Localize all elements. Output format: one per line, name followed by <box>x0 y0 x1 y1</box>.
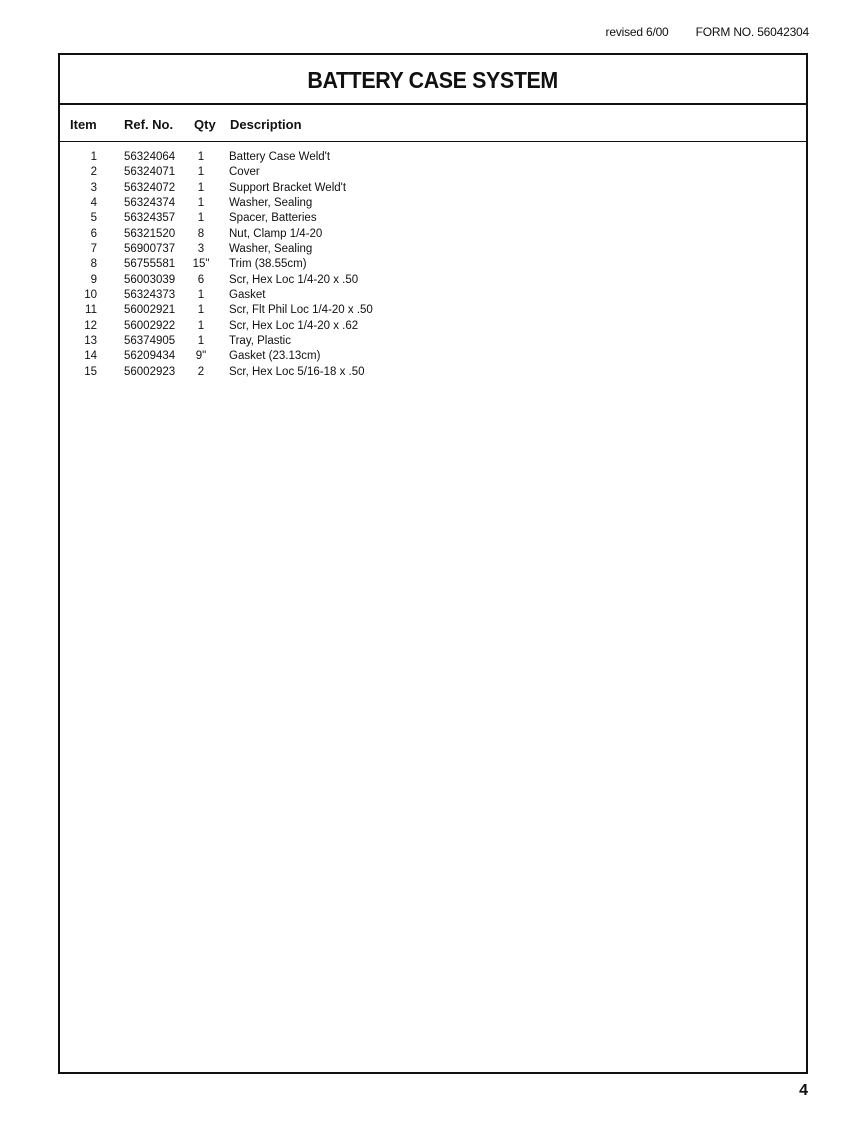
part-description: Scr, Flt Phil Loc 1/4-20 x .50 <box>229 304 373 317</box>
column-header-description: Description <box>230 117 302 132</box>
revision-date: revised 6/00 <box>605 25 669 39</box>
part-ref-number: 56324357 <box>124 212 176 225</box>
column-header-ref-no: Ref. No. <box>124 117 174 132</box>
part-description: Scr, Hex Loc 1/4-20 x .50 <box>229 273 359 286</box>
document-header-meta <box>606 25 809 39</box>
table-row <box>60 211 806 226</box>
page-title: BATTERY CASE SYSTEM <box>307 66 559 93</box>
part-item-number: 8 <box>90 258 97 271</box>
part-description: Gasket (23.13cm) <box>229 350 321 363</box>
part-ref-number: 56003039 <box>124 273 176 286</box>
part-description: Washer, Sealing <box>229 197 313 210</box>
table-row <box>60 288 806 303</box>
part-ref-number: 56209434 <box>124 350 176 363</box>
part-item-number: 13 <box>84 335 97 348</box>
part-item-number: 1 <box>90 151 97 163</box>
part-quantity: 6 <box>197 273 205 286</box>
part-description: Nut, Clamp 1/4-20 <box>229 227 323 240</box>
table-row <box>60 242 806 257</box>
form-number: FORM NO. 56042304 <box>695 25 809 39</box>
part-quantity: 8 <box>197 227 205 240</box>
parts-list <box>60 150 806 380</box>
column-header-qty: Qty <box>194 117 216 132</box>
table-row <box>60 181 806 196</box>
part-quantity: 1 <box>197 335 205 348</box>
part-description: Support Bracket Weld't <box>229 181 347 194</box>
part-description: Scr, Hex Loc 5/16-18 x .50 <box>229 365 365 378</box>
part-ref-number: 56755581 <box>124 258 176 271</box>
part-ref-number: 56324373 <box>124 289 176 302</box>
table-row <box>60 227 806 242</box>
part-ref-number: 56324072 <box>124 181 176 194</box>
part-item-number: 7 <box>90 243 97 256</box>
part-description: Trim (38.55cm) <box>229 258 307 271</box>
part-ref-number: 56374905 <box>124 335 176 348</box>
part-ref-number: 56002923 <box>124 365 176 378</box>
table-row <box>60 150 806 165</box>
part-description: Gasket <box>229 289 266 302</box>
table-row <box>60 273 806 288</box>
part-item-number: 15 <box>84 365 97 378</box>
part-ref-number: 56321520 <box>124 227 176 240</box>
part-ref-number: 56324374 <box>124 197 176 210</box>
part-ref-number: 56002921 <box>124 304 176 317</box>
part-item-number: 10 <box>84 289 97 302</box>
part-item-number: 3 <box>90 181 97 194</box>
page-number: 4 <box>799 1082 808 1099</box>
table-row <box>60 257 806 272</box>
part-description: Cover <box>229 166 260 179</box>
part-item-number: 4 <box>90 197 97 210</box>
part-quantity: 3 <box>197 243 205 256</box>
table-row <box>60 349 806 364</box>
part-quantity: 9" <box>195 350 207 363</box>
part-item-number: 6 <box>90 227 97 240</box>
part-ref-number: 56324071 <box>124 166 176 179</box>
part-item-number: 12 <box>84 319 97 332</box>
part-item-number: 14 <box>84 350 97 363</box>
part-quantity: 1 <box>197 166 205 179</box>
part-quantity: 1 <box>197 289 205 302</box>
table-row <box>60 303 806 318</box>
part-description: Spacer, Batteries <box>229 212 317 225</box>
part-item-number: 5 <box>90 212 97 225</box>
part-quantity: 1 <box>197 212 205 225</box>
part-quantity: 1 <box>197 319 205 332</box>
part-item-number: 9 <box>90 273 97 286</box>
table-row <box>60 196 806 211</box>
part-description: Tray, Plastic <box>229 335 291 348</box>
table-row <box>60 165 806 180</box>
column-header-item: Item <box>70 117 97 132</box>
column-header-row <box>60 105 806 142</box>
part-quantity: 1 <box>197 197 205 210</box>
part-description: Battery Case Weld't <box>229 151 331 163</box>
parts-list-frame <box>58 53 808 1074</box>
part-ref-number: 56900737 <box>124 243 176 256</box>
part-quantity: 1 <box>197 304 205 317</box>
part-quantity: 15" <box>192 258 210 271</box>
part-description: Scr, Hex Loc 1/4-20 x .62 <box>229 319 359 332</box>
part-quantity: 1 <box>197 151 205 163</box>
table-row <box>60 365 806 380</box>
part-ref-number: 56324064 <box>124 151 176 163</box>
table-row <box>60 319 806 334</box>
part-item-number: 2 <box>90 166 97 179</box>
part-ref-number: 56002922 <box>124 319 176 332</box>
part-description: Washer, Sealing <box>229 243 313 256</box>
part-item-number: 11 <box>85 304 97 317</box>
table-row <box>60 334 806 349</box>
part-quantity: 2 <box>197 365 205 378</box>
title-row <box>60 55 806 105</box>
part-quantity: 1 <box>197 181 205 194</box>
